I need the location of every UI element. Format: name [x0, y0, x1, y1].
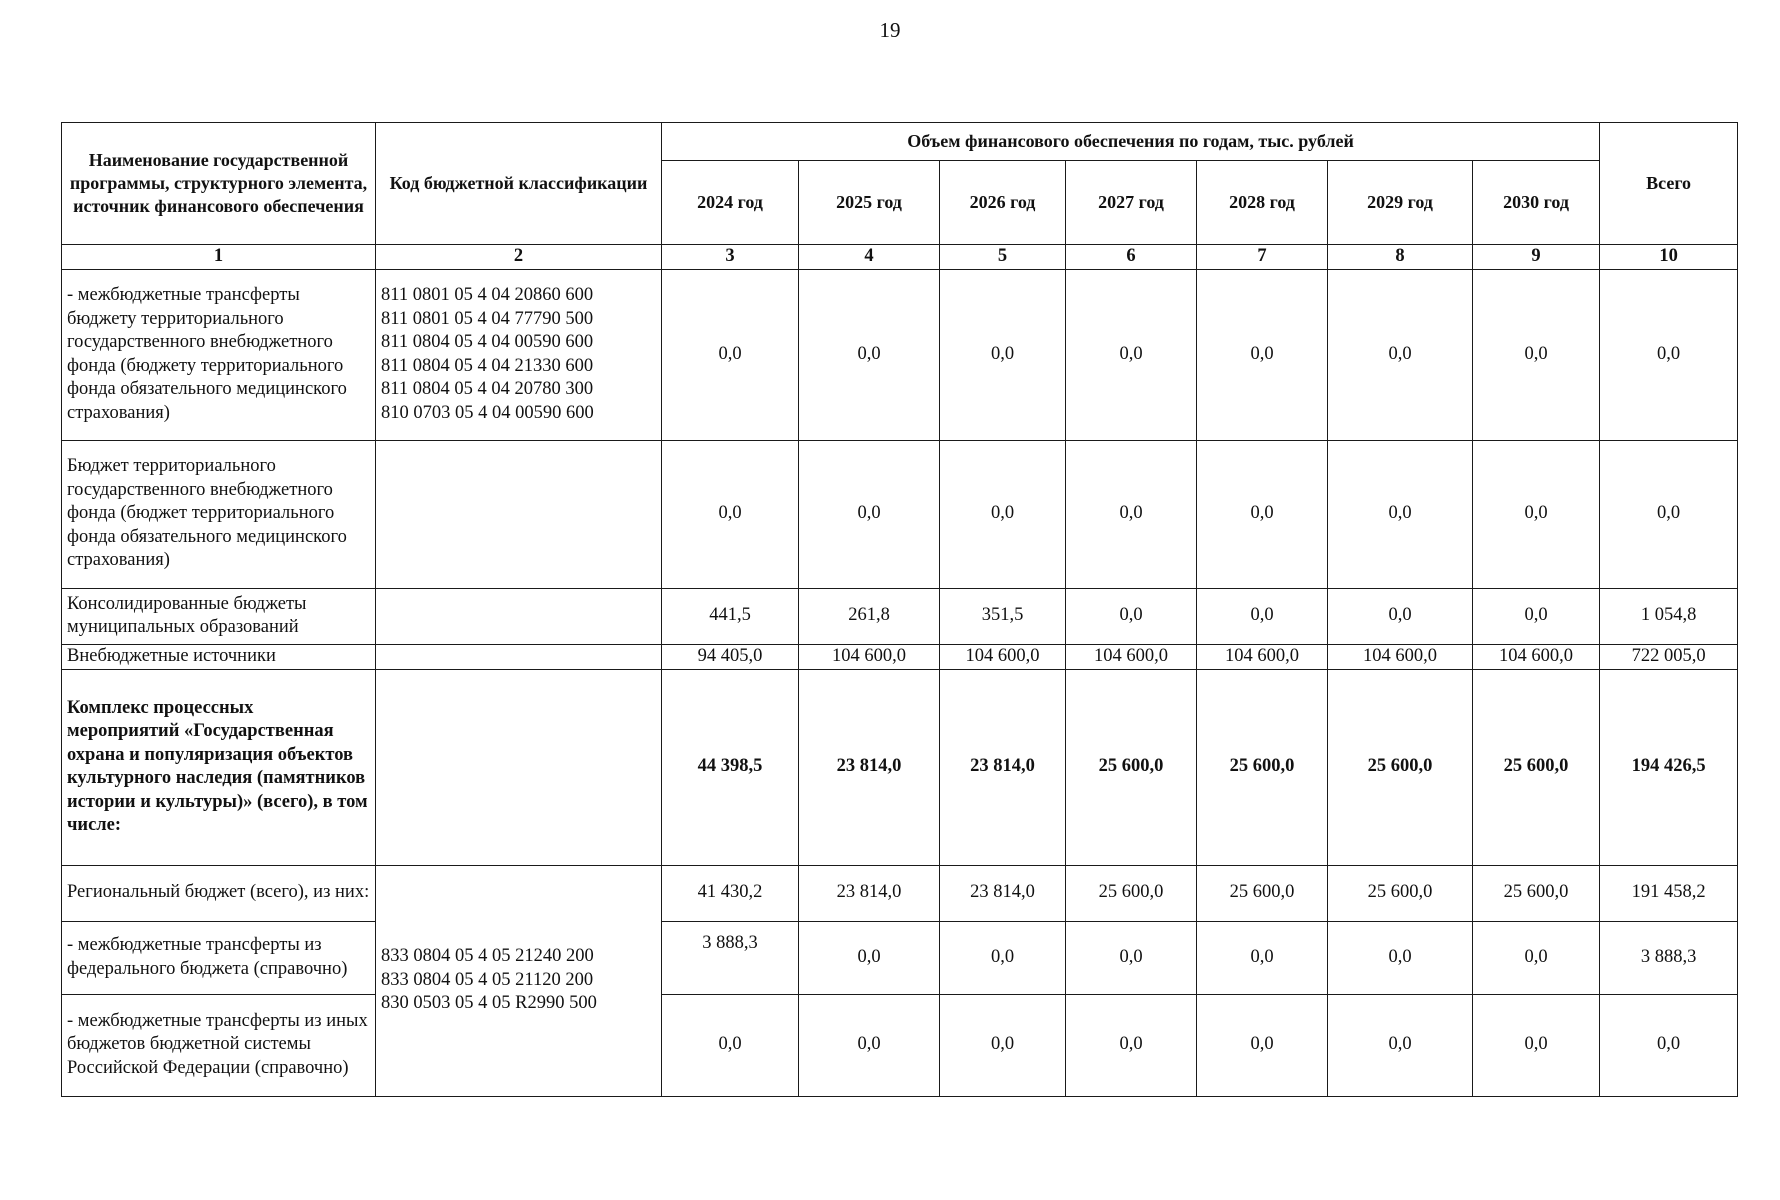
value-cell: 441,5	[662, 588, 799, 644]
value-cell: 0,0	[940, 921, 1066, 994]
table-row	[62, 921, 1738, 994]
value-cell: 44 398,5	[662, 669, 799, 865]
row-name: Внебюджетные источники	[62, 644, 376, 669]
total-cell: 3 888,3	[1600, 921, 1738, 994]
table-row	[62, 644, 1738, 669]
budget-code: 811 0804 05 4 04 21330 600	[381, 355, 594, 376]
column-index: 2	[376, 245, 662, 270]
total-cell: 194 426,5	[1600, 669, 1738, 865]
value-cell: 0,0	[1473, 269, 1600, 440]
value-cell: 0,0	[1066, 440, 1197, 588]
value-cell: 25 600,0	[1066, 669, 1197, 865]
value-cell: 351,5	[940, 588, 1066, 644]
row-name: Региональный бюджет (всего), из них:	[62, 865, 376, 921]
header-row-1	[62, 123, 1738, 161]
value-cell: 0,0	[799, 921, 940, 994]
value-cell: 0,0	[799, 994, 940, 1096]
column-index: 9	[1473, 245, 1600, 270]
header-year: 2027 год	[1066, 161, 1197, 245]
row-codes	[376, 269, 662, 440]
header-year: 2026 год	[940, 161, 1066, 245]
row-codes	[376, 669, 662, 865]
budget-code: 811 0804 05 4 04 00590 600	[381, 332, 594, 352]
value-cell: 25 600,0	[1473, 865, 1600, 921]
value-cell: 104 600,0	[799, 644, 940, 669]
value-cell: 23 814,0	[940, 865, 1066, 921]
row-name: - межбюджетные трансферты из иных бюджетов бюджетной системы Российской Федерации (справочно)	[62, 994, 376, 1096]
value-cell: 0,0	[1066, 994, 1197, 1096]
column-index: 6	[1066, 245, 1197, 270]
column-index: 1	[62, 245, 376, 270]
value-cell: 0,0	[1328, 588, 1473, 644]
row-name: Бюджет территориального государственного внебюджетного фонда (бюджет территориального фонда обязательного медицинского страхования)	[62, 440, 376, 588]
column-index: 8	[1328, 245, 1473, 270]
page-number: 19	[879, 18, 901, 42]
total-cell: 0,0	[1600, 440, 1738, 588]
value-cell: 23 814,0	[940, 669, 1066, 865]
header-code: Код бюджетной классификации	[376, 123, 662, 245]
value-cell: 25 600,0	[1328, 865, 1473, 921]
value-cell: 0,0	[1473, 588, 1600, 644]
value-cell: 25 600,0	[1197, 865, 1328, 921]
financing-table	[61, 122, 1738, 1097]
column-index: 5	[940, 245, 1066, 270]
value-cell: 0,0	[1197, 921, 1328, 994]
value-cell: 0,0	[940, 994, 1066, 1096]
table-row	[62, 994, 1738, 1096]
column-index: 3	[662, 245, 799, 270]
value-cell: 104 600,0	[1197, 644, 1328, 669]
budget-code: 811 0801 05 4 04 20860 600	[381, 285, 594, 305]
value-cell: 0,0	[1197, 994, 1328, 1096]
table-row	[62, 440, 1738, 588]
column-index: 7	[1197, 245, 1328, 270]
row-codes	[376, 440, 662, 588]
value-cell: 0,0	[1328, 440, 1473, 588]
budget-code: 830 0503 05 4 05 R2990 500	[381, 993, 597, 1014]
budget-code: 833 0804 05 4 05 21240 200	[381, 946, 594, 967]
value-cell: 0,0	[1066, 921, 1197, 994]
value-cell: 41 430,2	[662, 865, 799, 921]
value-cell: 23 814,0	[799, 865, 940, 921]
column-index: 4	[799, 245, 940, 270]
header-year: 2030 год	[1473, 161, 1600, 245]
total-cell: 722 005,0	[1600, 644, 1738, 669]
header-year: 2024 год	[662, 161, 799, 245]
total-cell: 191 458,2	[1600, 865, 1738, 921]
value-cell: 25 600,0	[1197, 669, 1328, 865]
value-cell: 0,0	[1473, 440, 1600, 588]
row-name: - межбюджетные трансферты из федерального бюджета (справочно)	[62, 921, 376, 994]
header-year: 2025 год	[799, 161, 940, 245]
budget-code: 833 0804 05 4 05 21120 200	[381, 969, 594, 990]
value-cell: 261,8	[799, 588, 940, 644]
value-cell: 0,0	[1328, 921, 1473, 994]
row-name: Консолидированные бюджеты муниципальных образований	[62, 588, 376, 644]
row-name: - межбюджетные трансферты бюджету территориального государственного внебюджетного фонда (бюджету территориального фонда обязательного медицинского страхования)	[62, 269, 376, 440]
value-cell: 25 600,0	[1473, 669, 1600, 865]
row-codes	[376, 865, 662, 1096]
header-year: 2028 год	[1197, 161, 1328, 245]
value-cell: 0,0	[1197, 588, 1328, 644]
value-cell: 0,0	[940, 269, 1066, 440]
value-cell: 23 814,0	[799, 669, 940, 865]
header-year: 2029 год	[1328, 161, 1473, 245]
column-index-row	[62, 245, 1738, 270]
value-cell: 0,0	[1197, 440, 1328, 588]
column-index: 10	[1600, 245, 1738, 270]
value-cell: 0,0	[662, 994, 799, 1096]
table-row	[62, 669, 1738, 865]
row-codes	[376, 644, 662, 669]
value-cell: 0,0	[799, 269, 940, 440]
value-cell: 104 600,0	[1473, 644, 1600, 669]
total-cell: 0,0	[1600, 994, 1738, 1096]
budget-code: 810 0703 05 4 04 00590 600	[381, 402, 594, 423]
value-cell: 0,0	[1328, 269, 1473, 440]
total-cell: 1 054,8	[1600, 588, 1738, 644]
table-row	[62, 269, 1738, 440]
value-cell: 0,0	[1473, 921, 1600, 994]
value-cell: 94 405,0	[662, 644, 799, 669]
budget-code: 811 0801 05 4 04 77790 500	[381, 308, 594, 329]
value-cell: 0,0	[1066, 269, 1197, 440]
value-cell: 0,0	[1328, 994, 1473, 1096]
row-name: Комплекс процессных мероприятий «Государственная охрана и популяризация объектов культурного наследия (памятников истории и культуры)» (всего), в том числе:	[62, 669, 376, 865]
header-volume: Объем финансового обеспечения по годам, тыс. рублей	[662, 123, 1600, 161]
value-cell: 0,0	[1473, 994, 1600, 1096]
header-name: Наименование государственной программы, структурного элемента, источник финансового обеспечения	[62, 123, 376, 245]
value-cell: 25 600,0	[1066, 865, 1197, 921]
total-cell: 0,0	[1600, 269, 1738, 440]
value-cell: 0,0	[940, 440, 1066, 588]
value-cell: 104 600,0	[1328, 644, 1473, 669]
budget-code: 811 0804 05 4 04 20780 300	[381, 379, 594, 399]
value-cell: 0,0	[1066, 588, 1197, 644]
value-cell: 3 888,3	[662, 921, 799, 994]
value-cell: 104 600,0	[1066, 644, 1197, 669]
value-cell: 104 600,0	[940, 644, 1066, 669]
value-cell: 0,0	[662, 440, 799, 588]
value-cell: 25 600,0	[1328, 669, 1473, 865]
row-codes	[376, 588, 662, 644]
value-cell: 0,0	[799, 440, 940, 588]
value-cell: 0,0	[662, 269, 799, 440]
table-row	[62, 865, 1738, 921]
table-row	[62, 588, 1738, 644]
header-total: Всего	[1600, 123, 1738, 245]
value-cell: 0,0	[1197, 269, 1328, 440]
